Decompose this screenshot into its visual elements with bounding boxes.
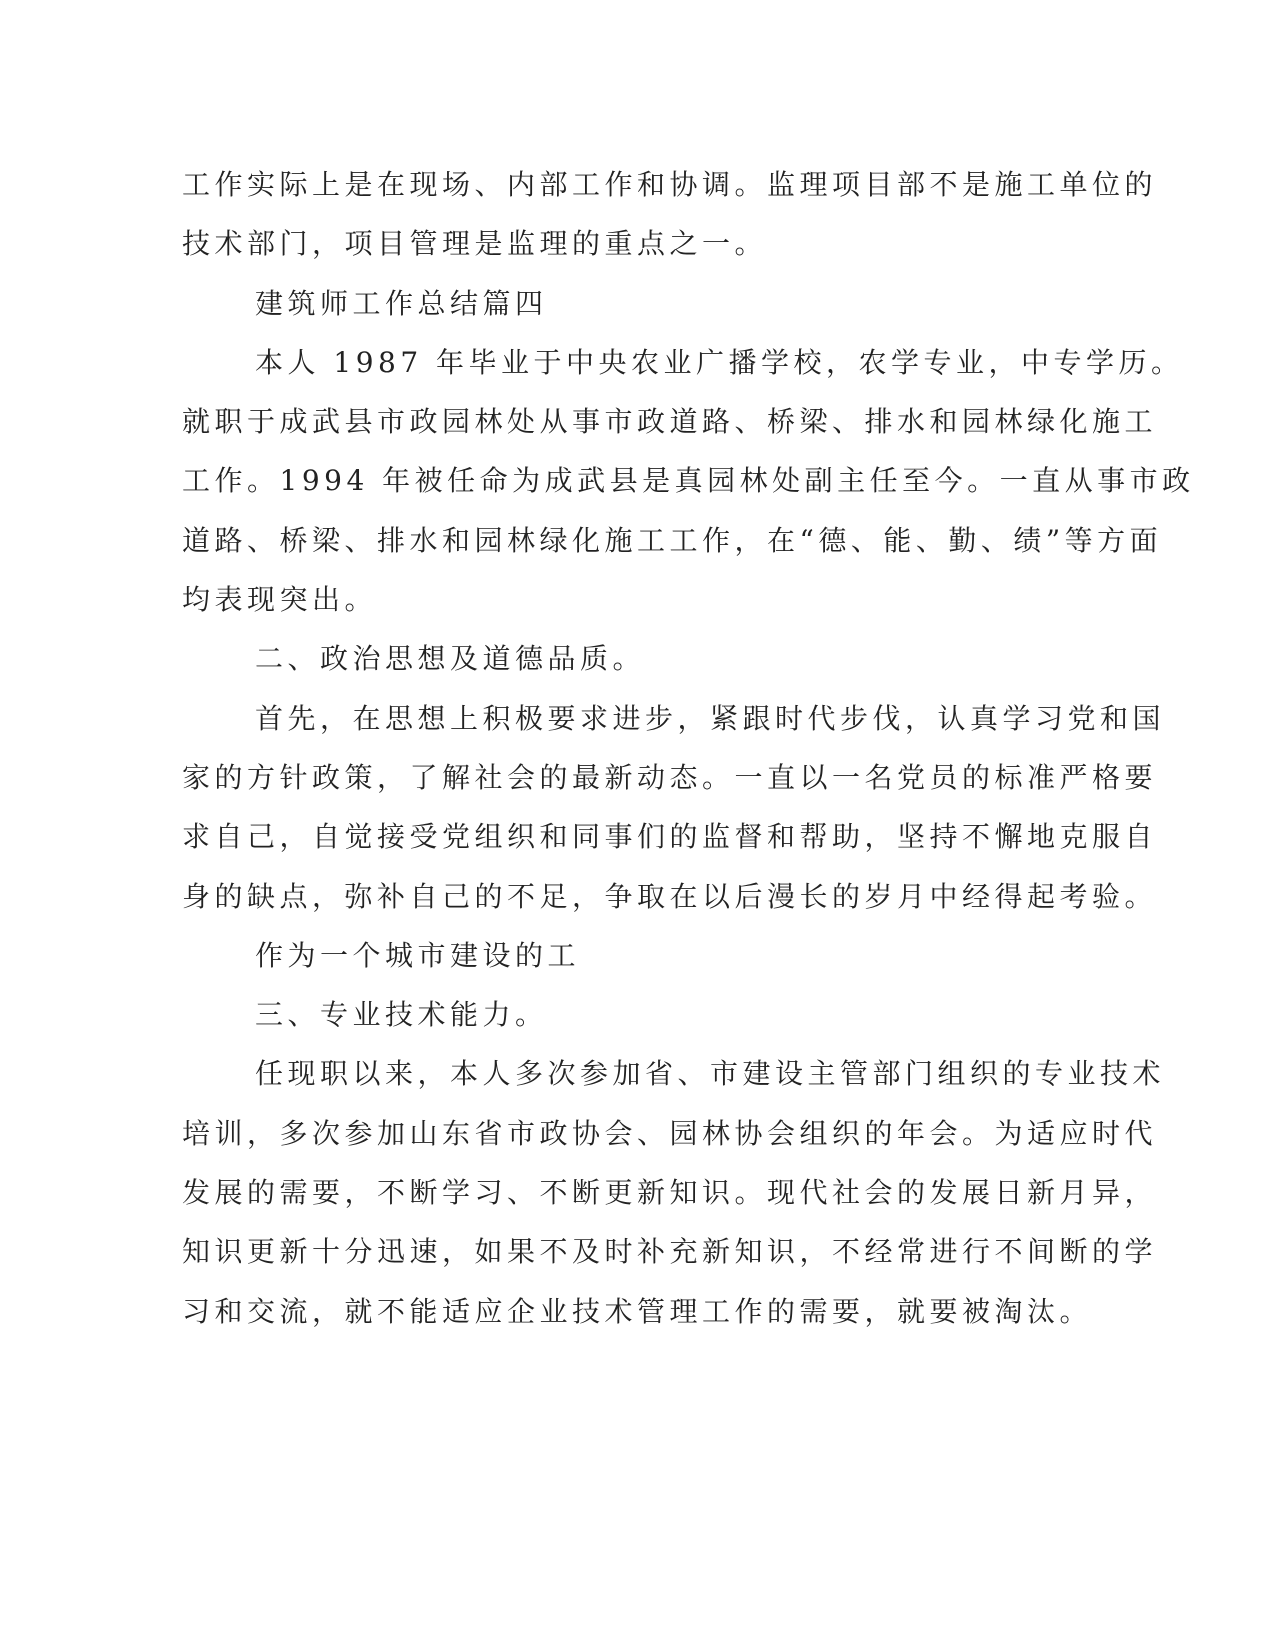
text-line: 首先，在思想上积极要求进步，紧跟时代步伐，认真学习党和国 <box>255 701 1166 735</box>
text-line: 身的缺点，弥补自己的不足，争取在以后漫长的岁月中经得起考验。 <box>182 879 1158 913</box>
section-heading: 建筑师工作总结篇四 <box>255 286 548 320</box>
text-line: 道路、桥梁、排水和园林绿化施工工作，在“德、能、勤、绩”等方面 <box>182 523 1163 557</box>
text-line: 均表现突出。 <box>182 583 378 617</box>
text-line: 发展的需要，不断学习、不断更新知识。现代社会的发展日新月异， <box>182 1176 1158 1210</box>
section-heading: 三、专业技术能力。 <box>255 998 548 1032</box>
text-line: 就职于成武县市政园林处从事市政道路、桥梁、排水和园林绿化施工 <box>182 405 1158 439</box>
section-heading: 二、政治思想及道德品质。 <box>255 642 646 676</box>
text-line: 求自己，自觉接受党组织和同事们的监督和帮助，坚持不懈地克服自 <box>182 820 1158 854</box>
text-line: 本人 1987 年毕业于中央农业广播学校，农学专业，中专学历。 <box>255 345 1184 379</box>
text-line: 培训，多次参加山东省市政协会、园林协会组织的年会。为适应时代 <box>182 1116 1158 1150</box>
text-line: 作为一个城市建设的工 <box>255 938 581 972</box>
text-line: 任现职以来，本人多次参加省、市建设主管部门组织的专业技术 <box>255 1057 1166 1091</box>
text-line: 习和交流，就不能适应企业技术管理工作的需要，就要被淘汰。 <box>182 1294 1093 1328</box>
text-line: 家的方针政策，了解社会的最新动态。一直以一名党员的标准严格要 <box>182 760 1158 794</box>
text-line: 工作实际上是在现场、内部工作和协调。监理项目部不是施工单位的 <box>182 168 1158 201</box>
text-line: 技术部门，项目管理是监理的重点之一。 <box>182 227 768 261</box>
document-page <box>182 155 1195 1341</box>
text-line: 知识更新十分迅速，如果不及时补充新知识，不经常进行不间断的学 <box>182 1235 1158 1269</box>
text-line: 工作。1994 年被任命为成武县是真园林处副主任至今。一直从事市政 <box>182 464 1195 498</box>
